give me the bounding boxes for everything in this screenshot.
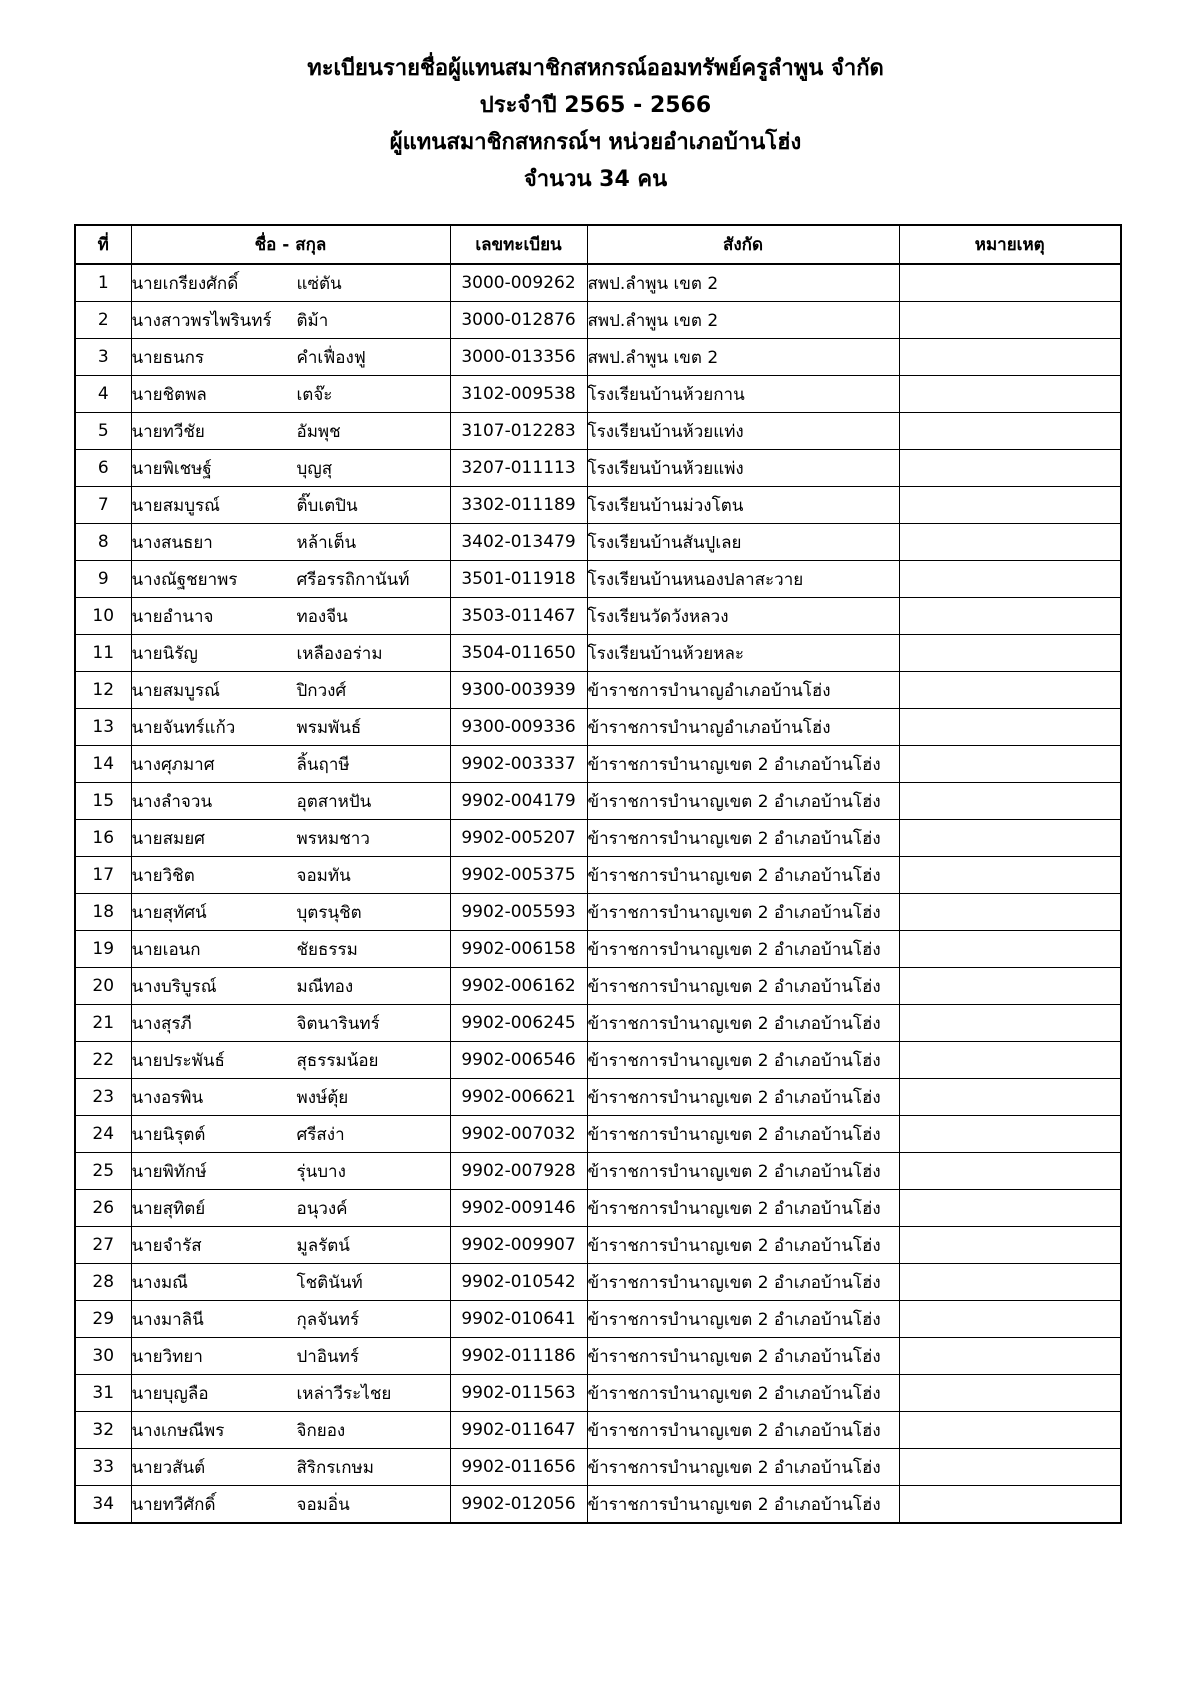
row-number: 7 — [75, 487, 131, 524]
affiliation: ข้าราชการบำนาญเขต 2 อำเภอบ้านโฮ่ง — [587, 1005, 899, 1042]
affiliation: โรงเรียนบ้านห้วยหละ — [587, 635, 899, 672]
row-number: 28 — [75, 1264, 131, 1301]
affiliation: สพป.ลำพูน เขต 2 — [587, 339, 899, 376]
first-name: นางศุภมาศ — [131, 754, 215, 775]
first-name: นางสุรภี — [131, 1013, 192, 1034]
first-name: นายสุทัศน์ — [131, 902, 207, 923]
first-name: นายเอนก — [131, 939, 201, 960]
registration-number: 9300-009336 — [450, 709, 587, 746]
row-number: 19 — [75, 931, 131, 968]
row-number: 12 — [75, 672, 131, 709]
last-name: ศรีอรรถิกานันท์ — [296, 569, 410, 590]
last-name: พรมพันธ์ — [296, 717, 362, 738]
last-name: จอมทัน — [296, 865, 351, 886]
affiliation: ข้าราชการบำนาญเขต 2 อำเภอบ้านโฮ่ง — [587, 1486, 899, 1524]
last-name: สุธรรมน้อย — [296, 1050, 379, 1071]
registration-number: 9902-009146 — [450, 1190, 587, 1227]
first-name: นายวสันต์ — [131, 1457, 206, 1478]
registration-number: 3102-009538 — [450, 376, 587, 413]
remark — [899, 1449, 1121, 1486]
table-row — [75, 1301, 1121, 1338]
remark — [899, 376, 1121, 413]
document-header — [0, 50, 1191, 198]
first-name: นายสุทิตย์ — [131, 1198, 206, 1219]
table-row — [75, 264, 1121, 302]
table-row — [75, 598, 1121, 635]
table-row — [75, 376, 1121, 413]
last-name: เหลืองอร่าม — [296, 643, 383, 664]
row-number: 33 — [75, 1449, 131, 1486]
remark — [899, 635, 1121, 672]
last-name: บุญสุ — [296, 458, 333, 479]
affiliation: ข้าราชการบำนาญเขต 2 อำเภอบ้านโฮ่ง — [587, 857, 899, 894]
remark — [899, 709, 1121, 746]
affiliation: ข้าราชการบำนาญเขต 2 อำเภอบ้านโฮ่ง — [587, 1264, 899, 1301]
row-number: 21 — [75, 1005, 131, 1042]
column-header-registration: เลขทะเบียน — [450, 225, 587, 264]
row-number: 1 — [75, 264, 131, 302]
table-row — [75, 1042, 1121, 1079]
registration-number: 9902-009907 — [450, 1227, 587, 1264]
table-row — [75, 1486, 1121, 1524]
member-name — [131, 1375, 450, 1412]
last-name: เหล่าวีระไชย — [296, 1383, 392, 1404]
member-name — [131, 968, 450, 1005]
first-name: นางเกษณีพร — [131, 1420, 225, 1441]
table-row — [75, 857, 1121, 894]
first-name: นายนิรุตต์ — [131, 1124, 206, 1145]
affiliation: โรงเรียนบ้านห้วยแพ่ง — [587, 450, 899, 487]
table-row — [75, 1264, 1121, 1301]
row-number: 14 — [75, 746, 131, 783]
row-number: 23 — [75, 1079, 131, 1116]
registration-number: 3207-011113 — [450, 450, 587, 487]
last-name: จิกยอง — [296, 1420, 346, 1441]
registration-number: 9902-007928 — [450, 1153, 587, 1190]
last-name: สิริกรเกษม — [296, 1457, 374, 1478]
affiliation: โรงเรียนบ้านห้วยกาน — [587, 376, 899, 413]
table-row — [75, 1079, 1121, 1116]
table-row — [75, 561, 1121, 598]
member-name — [131, 1042, 450, 1079]
remark — [899, 968, 1121, 1005]
table-row — [75, 635, 1121, 672]
member-name — [131, 672, 450, 709]
member-name — [131, 894, 450, 931]
first-name: นายทวีชัย — [131, 421, 205, 442]
remark — [899, 561, 1121, 598]
member-name — [131, 1005, 450, 1042]
row-number: 10 — [75, 598, 131, 635]
table-body — [75, 264, 1121, 1523]
last-name: จิตนารินทร์ — [296, 1013, 380, 1034]
last-name: ชัยธรรม — [296, 939, 358, 960]
remark — [899, 1486, 1121, 1524]
table-row — [75, 746, 1121, 783]
last-name: บุตรนุชิต — [296, 902, 362, 923]
table-row — [75, 709, 1121, 746]
table-row — [75, 968, 1121, 1005]
first-name: นายสมยศ — [131, 828, 205, 849]
last-name: หล้าเต็น — [296, 532, 357, 553]
table-row — [75, 820, 1121, 857]
remark — [899, 1042, 1121, 1079]
registration-number: 9902-012056 — [450, 1486, 587, 1524]
first-name: นางมาลินี — [131, 1309, 204, 1330]
row-number: 29 — [75, 1301, 131, 1338]
registration-number: 9902-011563 — [450, 1375, 587, 1412]
registration-number: 9902-007032 — [450, 1116, 587, 1153]
registration-number: 3504-011650 — [450, 635, 587, 672]
member-name — [131, 264, 450, 302]
remark — [899, 931, 1121, 968]
affiliation: ข้าราชการบำนาญเขต 2 อำเภอบ้านโฮ่ง — [587, 1153, 899, 1190]
registration-number: 9902-011656 — [450, 1449, 587, 1486]
registration-number: 9902-006158 — [450, 931, 587, 968]
affiliation: ข้าราชการบำนาญอำเภอบ้านโฮ่ง — [587, 672, 899, 709]
member-name — [131, 746, 450, 783]
last-name: ติม้า — [296, 310, 329, 331]
row-number: 30 — [75, 1338, 131, 1375]
row-number: 16 — [75, 820, 131, 857]
remark — [899, 1375, 1121, 1412]
table-row — [75, 302, 1121, 339]
column-header-affiliation: สังกัด — [587, 225, 899, 264]
first-name: นายเกรียงศักดิ์ — [131, 273, 239, 294]
last-name: ลิ้นฤาษี — [296, 754, 350, 775]
remark — [899, 672, 1121, 709]
row-number: 27 — [75, 1227, 131, 1264]
affiliation: โรงเรียนบ้านหนองปลาสะวาย — [587, 561, 899, 598]
first-name: นายวิทยา — [131, 1346, 203, 1367]
row-number: 11 — [75, 635, 131, 672]
last-name: มณีทอง — [296, 976, 354, 997]
table-row — [75, 783, 1121, 820]
remark — [899, 1338, 1121, 1375]
row-number: 5 — [75, 413, 131, 450]
member-name — [131, 1486, 450, 1524]
last-name: คำเฟื่องฟู — [296, 347, 366, 368]
affiliation: โรงเรียนวัดวังหลวง — [587, 598, 899, 635]
member-name — [131, 1153, 450, 1190]
last-name: จอมอิ่น — [296, 1494, 350, 1515]
remark — [899, 1412, 1121, 1449]
member-name — [131, 1449, 450, 1486]
registration-number: 9902-005375 — [450, 857, 587, 894]
row-number: 17 — [75, 857, 131, 894]
table-row — [75, 1190, 1121, 1227]
affiliation: โรงเรียนบ้านม่วงโตน — [587, 487, 899, 524]
member-name — [131, 820, 450, 857]
row-number: 32 — [75, 1412, 131, 1449]
registration-number: 3501-011918 — [450, 561, 587, 598]
row-number: 4 — [75, 376, 131, 413]
row-number: 2 — [75, 302, 131, 339]
table-row — [75, 339, 1121, 376]
first-name: นายจำรัส — [131, 1235, 202, 1256]
member-name — [131, 487, 450, 524]
member-name — [131, 931, 450, 968]
first-name: นางสนธยา — [131, 532, 213, 553]
remark — [899, 1227, 1121, 1264]
registration-number: 3402-013479 — [450, 524, 587, 561]
registration-number: 9902-005207 — [450, 820, 587, 857]
member-name — [131, 1227, 450, 1264]
row-number: 6 — [75, 450, 131, 487]
remark — [899, 894, 1121, 931]
row-number: 15 — [75, 783, 131, 820]
table-row — [75, 1116, 1121, 1153]
registration-number: 3503-011467 — [450, 598, 587, 635]
last-name: ติ๊บเตปิน — [296, 495, 358, 516]
registration-number: 9902-005593 — [450, 894, 587, 931]
first-name: นางสาวพรไพรินทร์ — [131, 310, 272, 331]
last-name: มูลรัตน์ — [296, 1235, 350, 1256]
member-count: จำนวน 34 คน — [523, 167, 668, 192]
remark — [899, 1005, 1121, 1042]
member-name — [131, 1264, 450, 1301]
last-name: ปาอินทร์ — [296, 1346, 360, 1367]
row-number: 8 — [75, 524, 131, 561]
remark — [899, 1190, 1121, 1227]
last-name: ปิกวงศ์ — [296, 680, 347, 701]
first-name: นางณัฐชยาพร — [131, 569, 238, 590]
first-name: นางอรพิน — [131, 1087, 204, 1108]
affiliation: ข้าราชการบำนาญเขต 2 อำเภอบ้านโฮ่ง — [587, 1079, 899, 1116]
first-name: นายบุญลือ — [131, 1383, 209, 1404]
last-name: รุ่นบาง — [296, 1161, 346, 1182]
unit-name: ผู้แทนสมาชิกสหกรณ์ฯ หน่วยอำเภอบ้านโฮ่ง — [389, 130, 802, 155]
member-name — [131, 302, 450, 339]
representative-table — [74, 224, 1122, 1524]
registration-number: 9902-010542 — [450, 1264, 587, 1301]
last-name: แซ่ตัน — [296, 273, 342, 294]
member-name — [131, 783, 450, 820]
member-name — [131, 561, 450, 598]
affiliation: โรงเรียนบ้านห้วยแท่ง — [587, 413, 899, 450]
affiliation: ข้าราชการบำนาญเขต 2 อำเภอบ้านโฮ่ง — [587, 820, 899, 857]
table-row — [75, 1412, 1121, 1449]
member-name — [131, 413, 450, 450]
member-name — [131, 635, 450, 672]
affiliation: ข้าราชการบำนาญเขต 2 อำเภอบ้านโฮ่ง — [587, 1449, 899, 1486]
last-name: อัมพุช — [296, 421, 341, 442]
column-header-number: ที่ — [75, 225, 131, 264]
table-row — [75, 1227, 1121, 1264]
affiliation: ข้าราชการบำนาญเขต 2 อำเภอบ้านโฮ่ง — [587, 931, 899, 968]
affiliation: ข้าราชการบำนาญเขต 2 อำเภอบ้านโฮ่ง — [587, 894, 899, 931]
remark — [899, 857, 1121, 894]
registration-number: 3000-012876 — [450, 302, 587, 339]
last-name: เตจ๊ะ — [296, 384, 333, 405]
remark — [899, 524, 1121, 561]
registration-number: 9902-006162 — [450, 968, 587, 1005]
affiliation: ข้าราชการบำนาญเขต 2 อำเภอบ้านโฮ่ง — [587, 1412, 899, 1449]
affiliation: ข้าราชการบำนาญเขต 2 อำเภอบ้านโฮ่ง — [587, 1227, 899, 1264]
member-name — [131, 1116, 450, 1153]
row-number: 26 — [75, 1190, 131, 1227]
registration-number: 9902-003337 — [450, 746, 587, 783]
affiliation: โรงเรียนบ้านสันปูเลย — [587, 524, 899, 561]
table-row — [75, 524, 1121, 561]
remark — [899, 820, 1121, 857]
affiliation: ข้าราชการบำนาญเขต 2 อำเภอบ้านโฮ่ง — [587, 1338, 899, 1375]
row-number: 31 — [75, 1375, 131, 1412]
registration-number: 3000-013356 — [450, 339, 587, 376]
remark — [899, 1301, 1121, 1338]
member-name — [131, 1338, 450, 1375]
registration-number: 3000-009262 — [450, 264, 587, 302]
first-name: นายชิตพล — [131, 384, 207, 405]
member-name — [131, 598, 450, 635]
remark — [899, 339, 1121, 376]
row-number: 34 — [75, 1486, 131, 1524]
remark — [899, 1153, 1121, 1190]
row-number: 13 — [75, 709, 131, 746]
registration-number: 9300-003939 — [450, 672, 587, 709]
remark — [899, 1079, 1121, 1116]
member-name — [131, 376, 450, 413]
remark — [899, 1116, 1121, 1153]
first-name: นายสมบูรณ์ — [131, 680, 220, 701]
remark — [899, 598, 1121, 635]
affiliation: ข้าราชการบำนาญเขต 2 อำเภอบ้านโฮ่ง — [587, 1042, 899, 1079]
first-name: นางมณี — [131, 1272, 188, 1293]
registration-number: 9902-010641 — [450, 1301, 587, 1338]
table-row — [75, 1338, 1121, 1375]
first-name: นางลำจวน — [131, 791, 213, 812]
first-name: นายธนกร — [131, 347, 205, 368]
first-name: นายวิชิต — [131, 865, 195, 886]
affiliation: ข้าราชการบำนาญอำเภอบ้านโฮ่ง — [587, 709, 899, 746]
registration-number: 9902-004179 — [450, 783, 587, 820]
column-header-remark: หมายเหตุ — [899, 225, 1121, 264]
remark — [899, 413, 1121, 450]
first-name: นายจันทร์แก้ว — [131, 717, 236, 738]
member-name — [131, 1079, 450, 1116]
first-name: นายพิทักษ์ — [131, 1161, 207, 1182]
table-row — [75, 1375, 1121, 1412]
registration-number: 3302-011189 — [450, 487, 587, 524]
affiliation: สพป.ลำพูน เขต 2 — [587, 264, 899, 302]
remark — [899, 1264, 1121, 1301]
affiliation: ข้าราชการบำนาญเขต 2 อำเภอบ้านโฮ่ง — [587, 1375, 899, 1412]
row-number: 9 — [75, 561, 131, 598]
fiscal-year: ประจำปี 2565 - 2566 — [479, 93, 712, 118]
member-name — [131, 1412, 450, 1449]
affiliation: สพป.ลำพูน เขต 2 — [587, 302, 899, 339]
first-name: นายประพันธ์ — [131, 1050, 225, 1071]
remark — [899, 302, 1121, 339]
affiliation: ข้าราชการบำนาญเขต 2 อำเภอบ้านโฮ่ง — [587, 1190, 899, 1227]
table-header-row — [75, 225, 1121, 264]
first-name: นายทวีศักดิ์ — [131, 1494, 216, 1515]
remark — [899, 746, 1121, 783]
affiliation: ข้าราชการบำนาญเขต 2 อำเภอบ้านโฮ่ง — [587, 783, 899, 820]
first-name: นางบริบูรณ์ — [131, 976, 217, 997]
table-row — [75, 672, 1121, 709]
member-name — [131, 709, 450, 746]
registration-number: 9902-011647 — [450, 1412, 587, 1449]
last-name: อนุวงค์ — [296, 1198, 348, 1219]
remark — [899, 487, 1121, 524]
table-row — [75, 1005, 1121, 1042]
table-row — [75, 450, 1121, 487]
row-number: 3 — [75, 339, 131, 376]
member-name — [131, 339, 450, 376]
registration-number: 9902-006546 — [450, 1042, 587, 1079]
last-name: อุตสาหปัน — [296, 791, 372, 812]
last-name: กุลจันทร์ — [296, 1309, 360, 1330]
member-name — [131, 450, 450, 487]
table-row — [75, 894, 1121, 931]
registration-number: 9902-006621 — [450, 1079, 587, 1116]
first-name: นายพิเชษฐ์ — [131, 458, 212, 479]
registration-number: 3107-012283 — [450, 413, 587, 450]
row-number: 18 — [75, 894, 131, 931]
member-name — [131, 857, 450, 894]
affiliation: ข้าราชการบำนาญเขต 2 อำเภอบ้านโฮ่ง — [587, 968, 899, 1005]
affiliation: ข้าราชการบำนาญเขต 2 อำเภอบ้านโฮ่ง — [587, 1116, 899, 1153]
affiliation: ข้าราชการบำนาญเขต 2 อำเภอบ้านโฮ่ง — [587, 746, 899, 783]
row-number: 25 — [75, 1153, 131, 1190]
last-name: โชตินันท์ — [296, 1272, 363, 1293]
remark — [899, 450, 1121, 487]
last-name: พงษ์ตุ้ย — [296, 1087, 349, 1108]
table-row — [75, 931, 1121, 968]
remark — [899, 264, 1121, 302]
column-header-name: ชื่อ - สกุล — [131, 225, 450, 264]
member-name — [131, 1190, 450, 1227]
first-name: นายอำนาจ — [131, 606, 214, 627]
document-title: ทะเบียนรายชื่อผู้แทนสมาชิกสหกรณ์ออมทรัพย์ครูลำพูน จำกัด — [307, 56, 884, 81]
table-row — [75, 413, 1121, 450]
last-name: ศรีสง่า — [296, 1124, 345, 1145]
registration-number: 9902-006245 — [450, 1005, 587, 1042]
row-number: 24 — [75, 1116, 131, 1153]
member-name — [131, 524, 450, 561]
registration-number: 9902-011186 — [450, 1338, 587, 1375]
first-name: นายสมบูรณ์ — [131, 495, 220, 516]
row-number: 22 — [75, 1042, 131, 1079]
affiliation: ข้าราชการบำนาญเขต 2 อำเภอบ้านโฮ่ง — [587, 1301, 899, 1338]
first-name: นายนิรัญ — [131, 643, 198, 664]
table-row — [75, 1153, 1121, 1190]
table-row — [75, 487, 1121, 524]
row-number: 20 — [75, 968, 131, 1005]
last-name: พรหมชาว — [296, 828, 370, 849]
last-name: ทองจีน — [296, 606, 348, 627]
member-name — [131, 1301, 450, 1338]
remark — [899, 783, 1121, 820]
table-row — [75, 1449, 1121, 1486]
